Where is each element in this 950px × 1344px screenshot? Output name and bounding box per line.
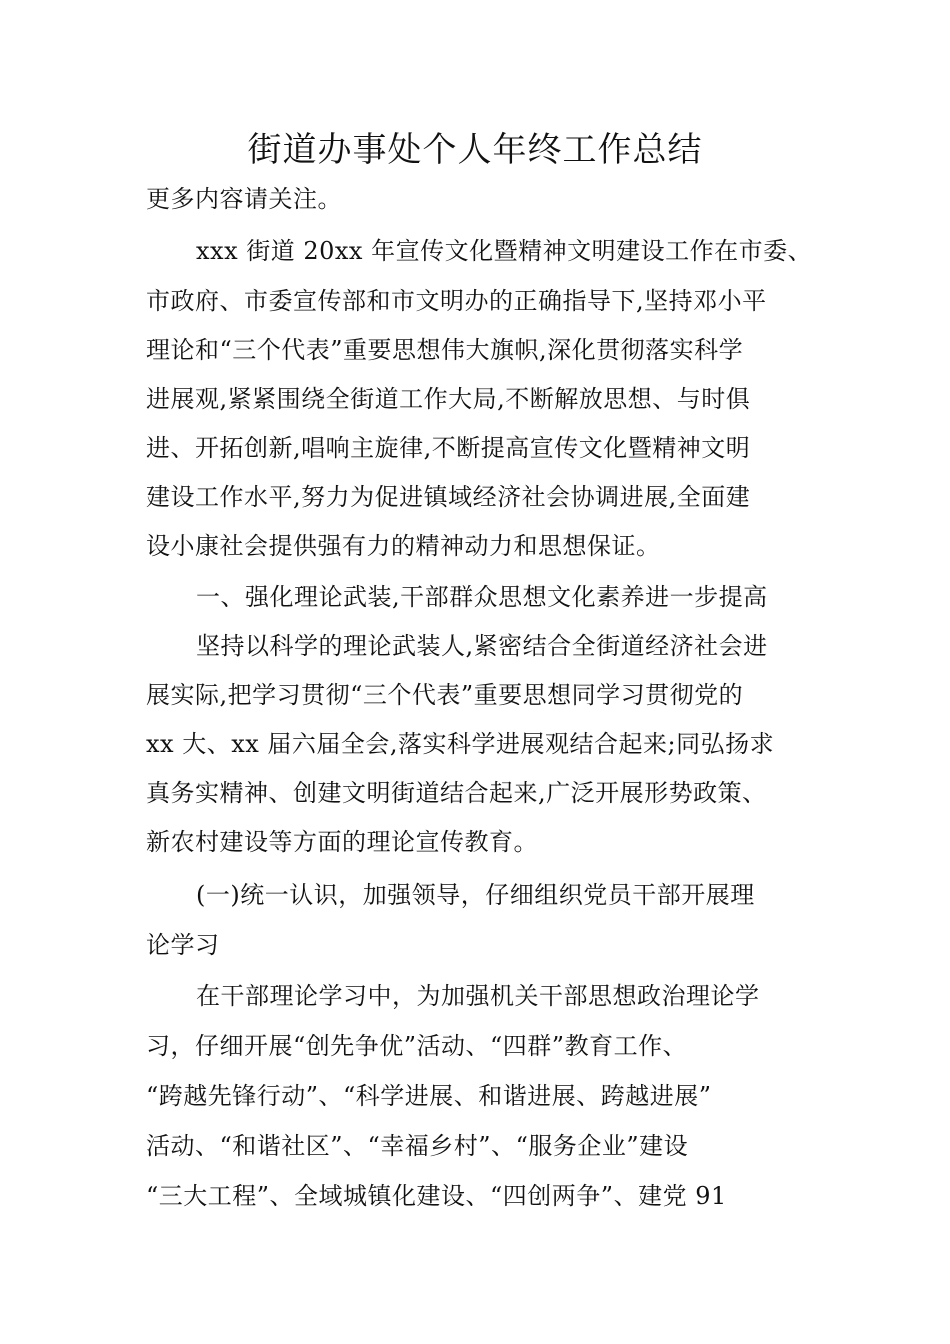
text-line: 新农村建设等方面的理论宣传教育。 [146, 828, 538, 856]
text-line: 进展观,紧紧围绕全街道工作大局,不断解放思想、与时俱 [146, 385, 751, 413]
subsection-heading: (一)统一认识，加强领导，仔细组织党员干部开展理 [196, 881, 755, 909]
text-line: “三大工程”、全域城镇化建设、“四创两争”、建党 91 [146, 1182, 727, 1210]
text-line: 理论和“三个代表”重要思想伟大旗帜,深化贯彻落实科学 [146, 336, 744, 364]
text-line: 坚持以科学的理论武装人,紧密结合全街道经济社会进 [196, 632, 768, 660]
text-line: 展实际,把学习贯彻“三个代表”重要思想同学习贯彻党的 [146, 681, 744, 709]
text-line: 更多内容请关注。 [146, 185, 342, 213]
text-line: 设小康社会提供强有力的精神动力和思想保证。 [146, 532, 661, 560]
text-line: 在干部理论学习中，为加强机关干部思想政治理论学 [196, 982, 760, 1010]
text-line: 进、开拓创新,唱响主旋律,不断提高宣传文化暨精神文明 [146, 434, 751, 462]
text-line: “跨越先锋行动”、“科学进展、和谐进展、跨越进展” [146, 1082, 712, 1110]
text-line: xxx 街道 20xx 年宣传文化暨精神文明建设工作在市委、 [196, 237, 813, 265]
text-line: 真务实精神、创建文明街道结合起来,广泛开展形势政策、 [146, 779, 767, 807]
text-line: 活动、“和谐社区”、“幸福乡村”、“服务企业”建设 [146, 1132, 689, 1160]
text-line: 习，仔细开展“创先争优”活动、“四群”教育工作、 [146, 1032, 688, 1060]
text-line: 市政府、市委宣传部和市文明办的正确指导下,坚持邓小平 [146, 287, 767, 315]
text-line: 建设工作水平,努力为促进镇域经济社会协调进展,全面建 [146, 483, 751, 511]
subsection-heading-continued: 论学习 [146, 931, 220, 959]
text-line: xx 大、xx 届六届全会,落实科学进展观结合起来;同弘扬求 [146, 730, 775, 758]
section-heading: 一、强化理论武装,干部群众思想文化素养进一步提高 [196, 583, 768, 611]
document-title: 街道办事处个人年终工作总结 [247, 130, 703, 170]
